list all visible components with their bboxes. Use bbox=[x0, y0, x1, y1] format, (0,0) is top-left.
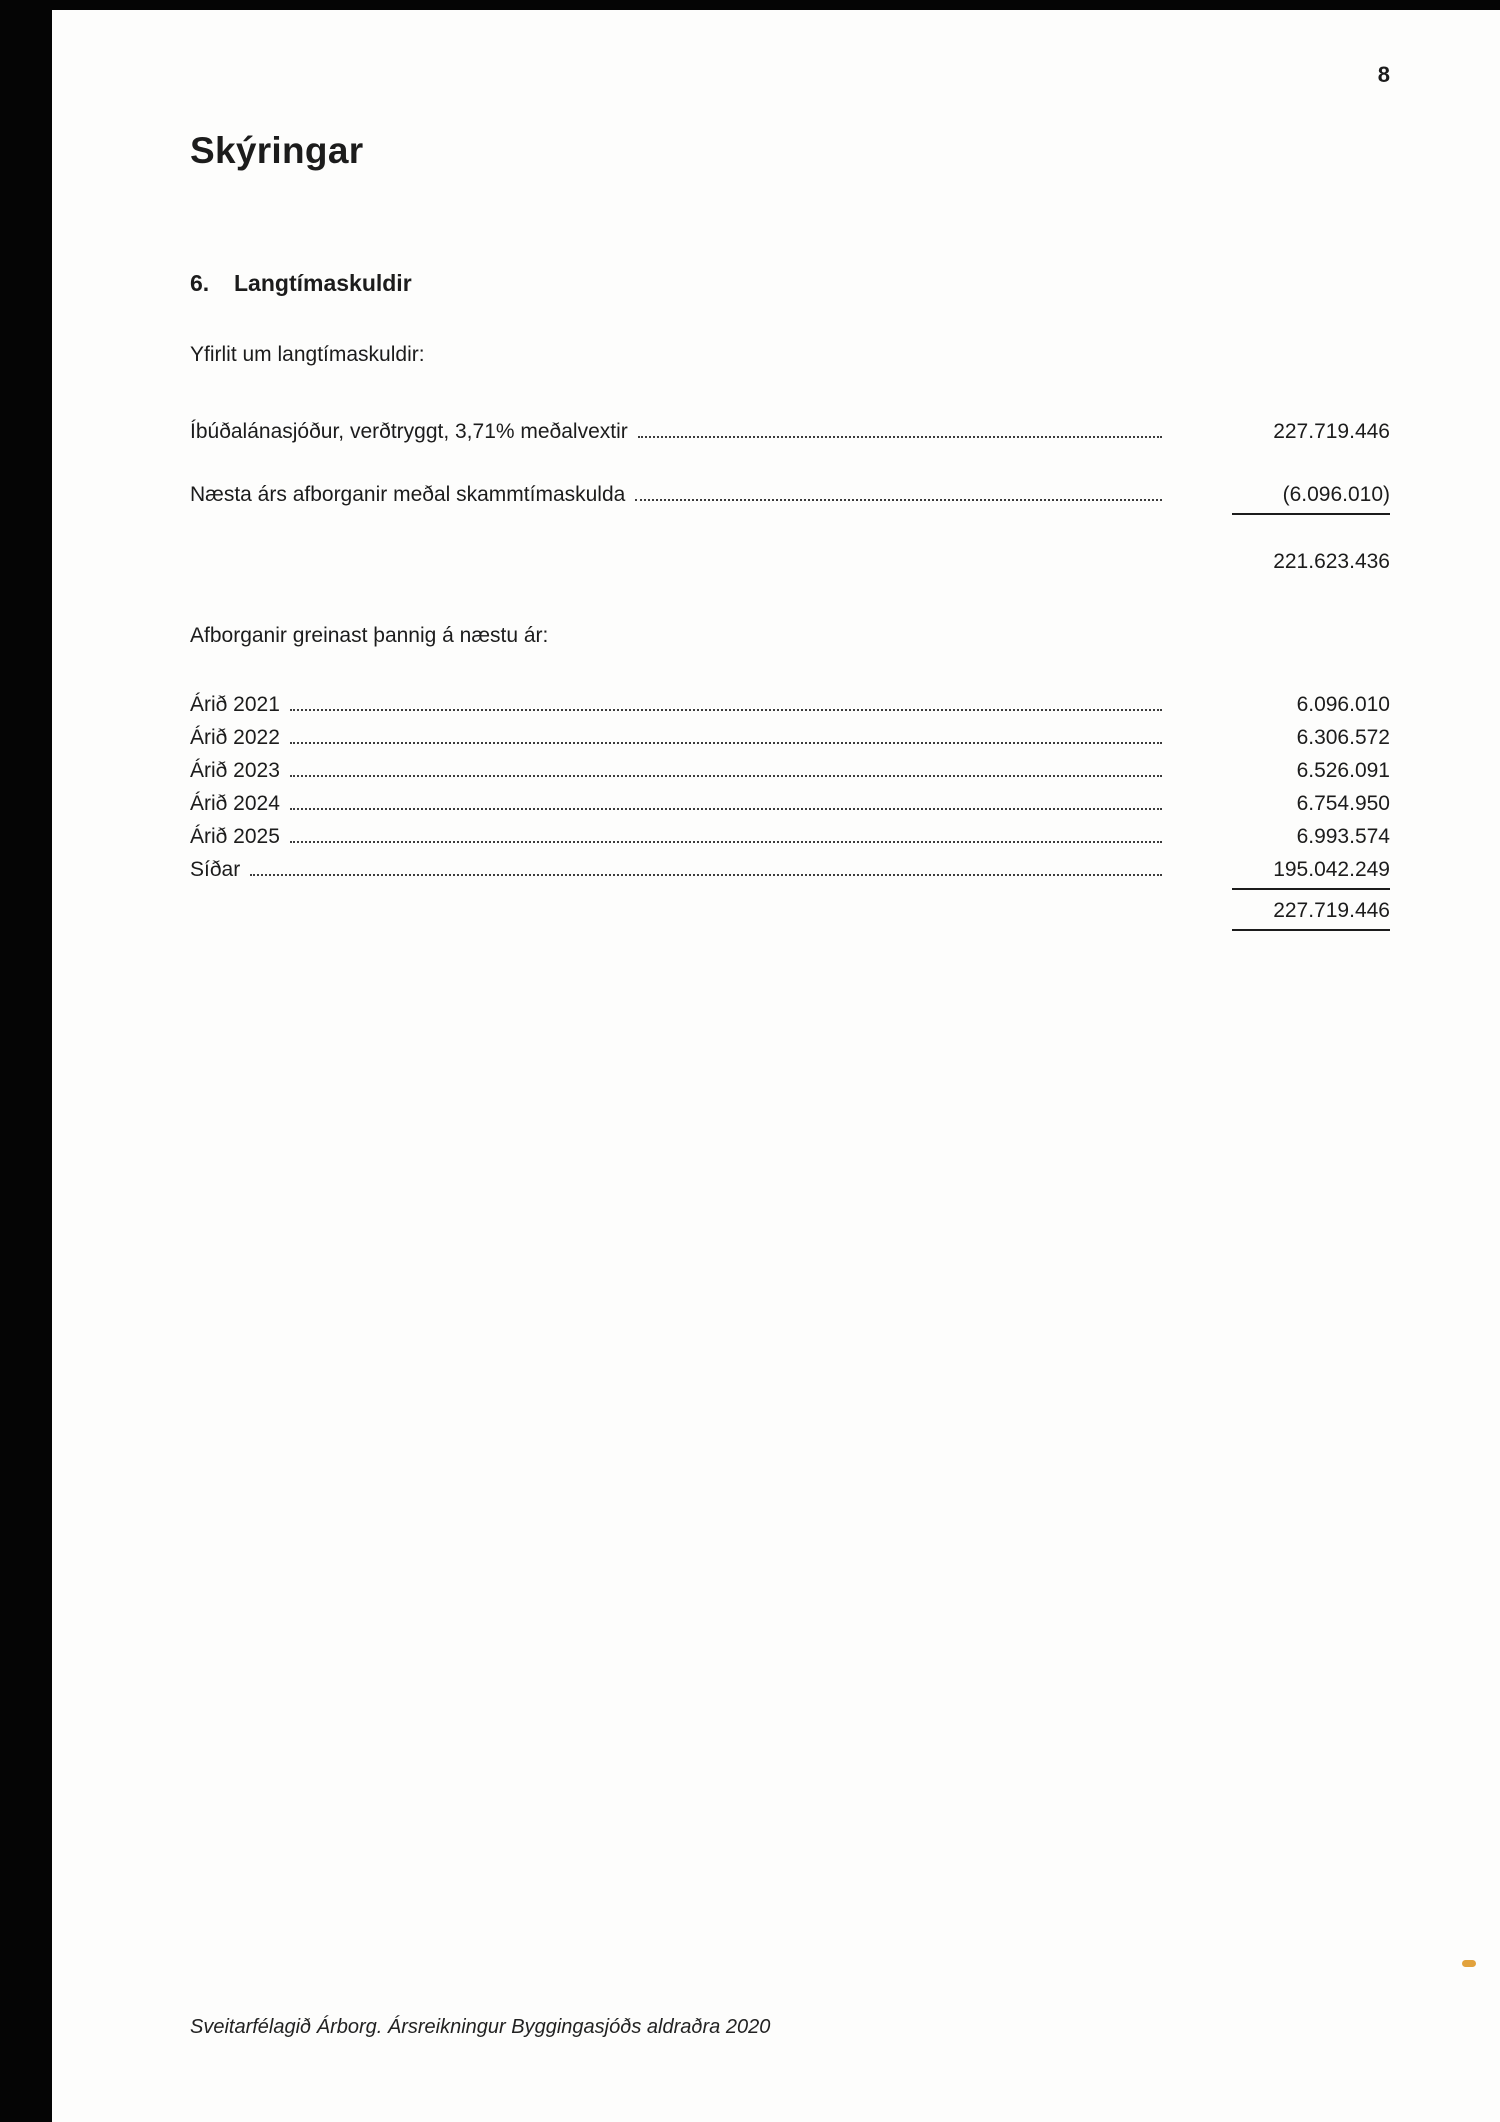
row-label: Árið 2023 bbox=[190, 759, 280, 782]
table-row bbox=[190, 853, 1390, 890]
subtotal-row bbox=[190, 545, 1390, 578]
page-number: 8 bbox=[1377, 62, 1390, 87]
row-label: Næsta árs afborganir meðal skammtímaskulda bbox=[190, 483, 626, 506]
page-content bbox=[190, 62, 1390, 931]
table-row bbox=[190, 478, 1390, 515]
row-label: Árið 2025 bbox=[190, 825, 280, 848]
table-row bbox=[190, 415, 1390, 448]
dot-leader bbox=[638, 436, 1162, 438]
table-row bbox=[190, 688, 1390, 721]
dot-leader bbox=[290, 775, 1162, 777]
table-row bbox=[190, 754, 1390, 787]
dot-leader bbox=[250, 874, 1162, 876]
total-value: 227.719.446 bbox=[1232, 894, 1390, 931]
table-row bbox=[190, 721, 1390, 754]
dot-leader bbox=[290, 841, 1162, 843]
section-number: 6. bbox=[190, 270, 210, 296]
row-value: 6.306.572 bbox=[1296, 726, 1390, 749]
row-value: 6.526.091 bbox=[1296, 759, 1390, 782]
table-row bbox=[190, 820, 1390, 853]
overview-intro: Yfirlit um langtímaskuldir: bbox=[190, 343, 425, 366]
dot-leader bbox=[635, 499, 1162, 501]
dot-leader bbox=[290, 808, 1162, 810]
schedule-heading: Afborganir greinast þannig á næstu ár: bbox=[190, 624, 549, 647]
row-label: Árið 2022 bbox=[190, 726, 280, 749]
schedule-table bbox=[190, 688, 1390, 931]
section-title: Langtímaskuldir bbox=[234, 270, 412, 296]
total-row bbox=[190, 894, 1390, 931]
scan-edge-top bbox=[0, 0, 1500, 10]
row-value: 6.754.950 bbox=[1296, 792, 1390, 815]
page-footer: Sveitarfélagið Árborg. Ársreikningur Byggingasjóðs aldraðra 2020 bbox=[190, 2016, 771, 2038]
row-label: Íbúðalánasjóður, verðtryggt, 3,71% meðalvextir bbox=[190, 420, 628, 443]
dot-leader bbox=[290, 742, 1162, 744]
scan-artifact bbox=[1462, 1960, 1476, 1967]
row-label: Síðar bbox=[190, 858, 241, 881]
row-value: 6.993.574 bbox=[1296, 825, 1390, 848]
section-heading bbox=[190, 270, 1390, 297]
row-value: (6.096.010) bbox=[1232, 478, 1390, 515]
scan-edge-left bbox=[0, 0, 52, 2122]
row-label: Árið 2021 bbox=[190, 693, 280, 716]
dot-leader bbox=[290, 709, 1162, 711]
row-value: 227.719.446 bbox=[1273, 420, 1390, 443]
row-value: 195.042.249 bbox=[1232, 853, 1390, 890]
subtotal-value: 221.623.436 bbox=[1273, 550, 1390, 573]
overview-table bbox=[190, 415, 1390, 578]
page-title: Skýringar bbox=[190, 130, 364, 171]
table-row bbox=[190, 787, 1390, 820]
row-value: 6.096.010 bbox=[1296, 693, 1390, 716]
row-label: Árið 2024 bbox=[190, 792, 280, 815]
